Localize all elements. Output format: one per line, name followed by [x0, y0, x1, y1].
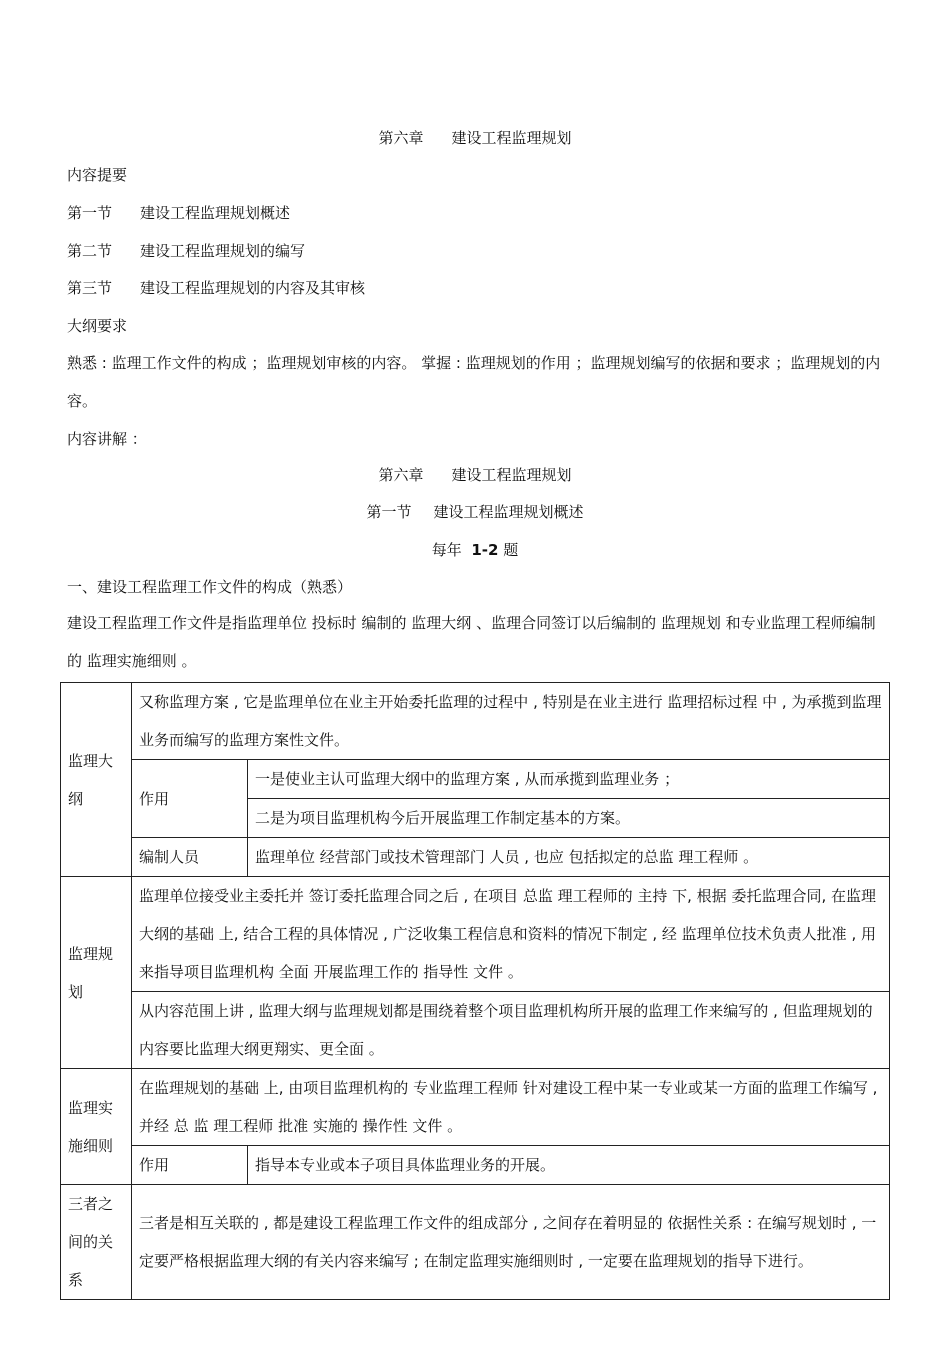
frequency-prefix: 每年	[431, 541, 462, 559]
plan-row-label	[61, 877, 132, 1069]
label-text: 监理实施细则	[68, 1098, 114, 1155]
outline-staff-label: 编制人员	[132, 838, 248, 877]
label-text: 监理规划	[68, 944, 114, 1001]
summary-label: 内容提要	[67, 166, 128, 184]
section-title: 建设工程监理规划的编写	[140, 242, 306, 260]
detail-row-label	[61, 1069, 132, 1185]
outline-definition: 又称监理方案 , 它是监理单位在业主开始委托监理的过程中 , 特别是在业主进行 监理招标过程 中 , 为承揽到监理业务而编写的监理方案性文件。	[132, 683, 890, 760]
relation-text: 三者是相互关联的 , 都是建设工程监理工作文件的组成部分 , 之间存在着明显的 依据性关系 : 在编写规划时 , 一定要严格根据监理大纲的有关内容来编写 ; 在制定监理实施细则时 , 一定要在监理规划的指导下进行。	[132, 1185, 890, 1300]
plan-comparison: 从内容范围上讲 , 监理大纲与监理规划都是围绕着整个项目监理机构所开展的监理工作来编写的 , 但监理规划的内容要比监理大纲更翔实、更全面 。	[132, 992, 890, 1069]
plan-definition: 监理单位接受业主委托并 签订委托监理合同之后 , 在项目 总监 理工程师的 主持 下, 根据 委托监理合同, 在监理 大纲的基础 上, 结合工程的具体情况 , 广泛收集工程信息和资料的情况下制定 , 经 监理单位技术负责人批准 , 用来指导项目监理机构 全面 开展监理工作的 指导性 文件 。	[132, 877, 890, 992]
frequency-note	[0, 540, 950, 560]
frequency-value: 1-2	[471, 541, 499, 559]
chapter-number: 第六章	[378, 129, 424, 147]
documents-table	[60, 682, 890, 1300]
section-number: 第三节	[67, 279, 113, 297]
subsection-heading: 一、建设工程监理工作文件的构成（熟悉）	[67, 578, 353, 596]
outline-role-label: 作用	[132, 760, 248, 838]
section-title: 建设工程监理规划概述	[433, 503, 584, 521]
section-number: 第二节	[67, 242, 113, 260]
label-text: 三者之间的关系	[68, 1195, 114, 1289]
section-number: 第一节	[366, 503, 412, 521]
chapter-heading	[0, 128, 950, 148]
lecture-chapter-heading	[0, 465, 950, 485]
section-item-1	[67, 203, 290, 223]
outline-label: 大纲要求	[67, 317, 128, 335]
chapter-title: 建设工程监理规划	[451, 129, 572, 147]
section-title: 建设工程监理规划的内容及其审核	[140, 279, 366, 297]
outline-staff: 监理单位 经营部门或技术管理部门 人员 , 也应 包括拟定的总监 理工程师 。	[248, 838, 890, 877]
outline-role-2: 二是为项目监理机构今后开展监理工作制定基本的方案。	[248, 799, 890, 838]
detail-definition: 在监理规划的基础 上, 由项目监理机构的 专业监理工程师 针对建设工程中某一专业或某一方面的监理工作编写 , 并经 总 监 理工程师 批准 实施的 操作性 文件 。	[132, 1069, 890, 1146]
intro-paragraph: 建设工程监理工作文件是指监理单位 投标时 编制的 监理大纲 、监理合同签订以后编制的 监理规划 和专业监理工程师编制的 监理实施细则 。	[67, 614, 876, 670]
lecture-label: 内容讲解 ：	[67, 430, 147, 448]
lecture-section-heading	[0, 502, 950, 522]
section-title: 建设工程监理规划概述	[140, 204, 291, 222]
relation-row-label	[61, 1185, 132, 1300]
detail-role: 指导本专业或本子项目具体监理业务的开展。	[248, 1146, 890, 1185]
chapter-title: 建设工程监理规划	[451, 466, 572, 484]
chapter-number: 第六章	[378, 466, 424, 484]
outline-row-label	[61, 683, 132, 877]
outline-requirements: 熟悉 : 监理工作文件的构成 ；监理规划审核的内容。 掌握 : 监理规划的作用 ；监理规划编写的依据和要求 ；监理规划的内容。	[67, 354, 881, 410]
label-text: 监理大纲	[68, 751, 114, 808]
section-item-2	[67, 241, 305, 261]
outline-role-1: 一是使业主认可监理大纲中的监理方案 , 从而承揽到监理业务 ；	[248, 760, 890, 799]
frequency-suffix: 题	[503, 541, 519, 559]
detail-role-label: 作用	[132, 1146, 248, 1185]
section-number: 第一节	[67, 204, 113, 222]
section-item-3	[67, 278, 365, 298]
